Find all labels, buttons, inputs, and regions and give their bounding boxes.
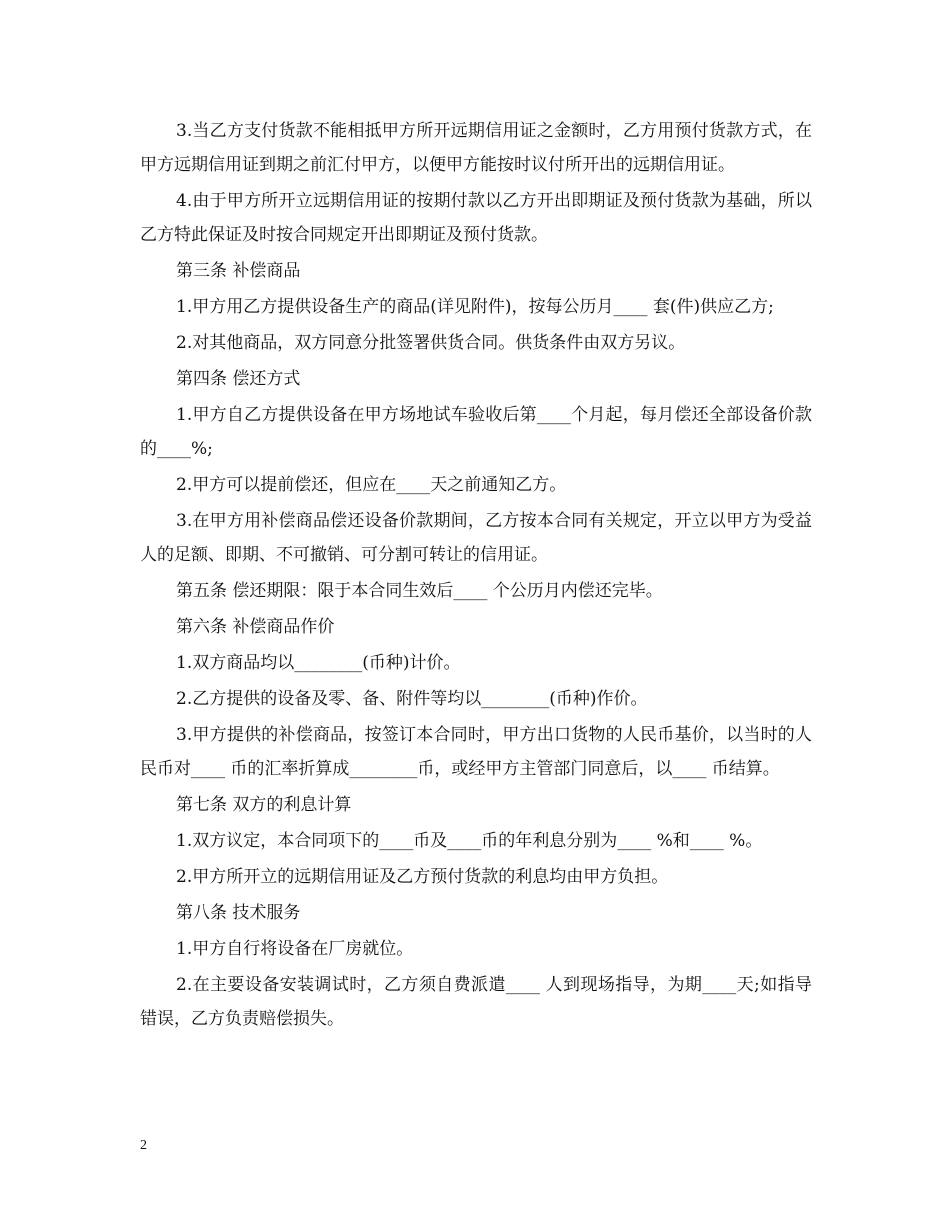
paragraph-article-7-2: 2.甲方所开立的远期信用证及乙方预付货款的利息均由甲方负担。: [176, 867, 669, 887]
paragraph-article-6-2: 2.乙方提供的设备及零、备、附件等均以________(币种)作价。: [176, 689, 648, 709]
article-6-heading: 第六条 补偿商品作价: [176, 617, 335, 637]
paragraph-clause-2-4: 4.由于甲方所开立远期信用证的按期付款以乙方开出即期证及预付货款为基础，所以乙方特此保证及时按合同规定开出即期证及预付货款。: [140, 191, 812, 245]
paragraph-article-4-3: 3.在甲方用补偿商品偿还设备价款期间，乙方按本合同有关规定，开立以甲方为受益人的足额、即期、不可撤销、可分割可转让的信用证。: [140, 511, 812, 565]
page-number: 2: [140, 1138, 147, 1153]
paragraph-article-6-1: 1.双方商品均以________(币种)计价。: [176, 653, 461, 673]
article-8-heading: 第八条 技术服务: [176, 903, 301, 923]
article-7-heading: 第七条 双方的利息计算: [176, 795, 352, 815]
article-4-heading: 第四条 偿还方式: [176, 369, 301, 389]
article-3-heading: 第三条 补偿商品: [176, 261, 301, 281]
paragraph-article-3-2: 2.对其他商品，双方同意分批签署供货合同。供货条件由双方另议。: [176, 333, 686, 353]
article-5-heading: 第五条 偿还期限：限于本合同生效后____ 个公历月内偿还完毕。: [176, 581, 663, 601]
paragraph-article-7-1: 1.双方议定，本合同项下的____币及____币的年利息分别为____ %和____ %。: [176, 831, 763, 851]
document-body: [140, 114, 812, 1038]
paragraph-article-8-1: 1.甲方自行将设备在厂房就位。: [176, 939, 414, 959]
paragraph-article-3-1: 1.甲方用乙方提供设备生产的商品(详见附件)，按每公历月____ 套(件)供应乙方;: [176, 297, 774, 317]
paragraph-article-4-2: 2.甲方可以提前偿还，但应在____天之前通知乙方。: [176, 475, 567, 495]
paragraph-article-4-1: 1.甲方自乙方提供设备在甲方场地试车验收后第____个月起，每月偿还全部设备价款的____%;: [140, 405, 812, 459]
paragraph-article-6-3: 3.甲方提供的补偿商品，按签订本合同时，甲方出口货物的人民币基价，以当时的人民币对____ 币的汇率折算成________币，或经甲方主管部门同意后，以____ 币结算。: [140, 725, 812, 779]
paragraph-clause-2-3: 3.当乙方支付货款不能相抵甲方所开远期信用证之金额时，乙方用预付货款方式，在甲方远期信用证到期之前汇付甲方，以便甲方能按时议付所开出的远期信用证。: [140, 121, 812, 175]
paragraph-article-8-2: 2.在主要设备安装调试时，乙方须自费派遣____ 人到现场指导，为期____天;如指导错误，乙方负责赔偿损失。: [140, 975, 812, 1029]
